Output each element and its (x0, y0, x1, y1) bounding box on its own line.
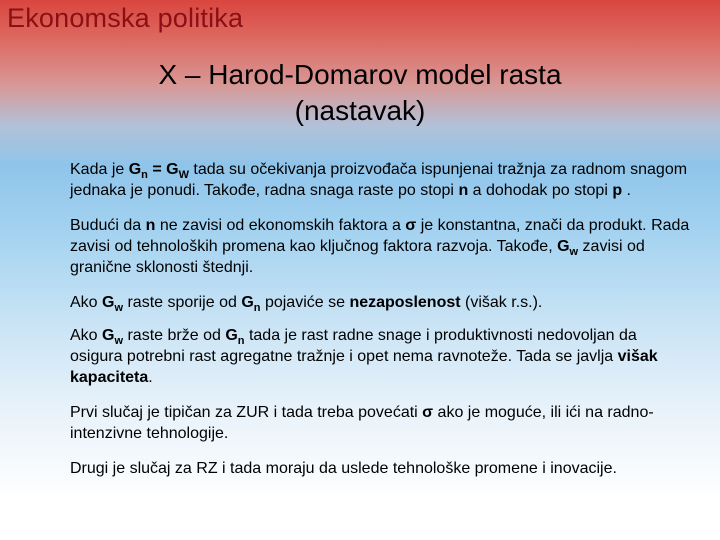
text: Kada je (70, 161, 129, 178)
w-subscript: w (114, 335, 124, 347)
text: ne zavisi od ekonomskih faktora a (155, 217, 406, 234)
excess-capacity-term: višak kapaciteta (70, 348, 658, 386)
text: tada je rast radne snage i produktivnosti nedovoljan da osigura potrebni rast agregatne tražnje i opet nema ravnoteže. Tada se javlja (70, 327, 637, 365)
g-symbol: G (225, 327, 238, 344)
w-subscript: w (569, 246, 579, 258)
text: . (148, 369, 153, 386)
unemployment-term: nezaposlenost (349, 294, 461, 311)
g-symbol: G (166, 161, 179, 178)
text: tada su očekivanja proizvođača ispunjenai tražnja za radnom snagom jednaka je ponudi. Takođe, radna snaga raste po stopi (70, 161, 688, 199)
p-symbol: p (612, 182, 623, 199)
paragraph-technology (70, 215, 690, 278)
n-symbol: n (145, 217, 156, 234)
slide-title-line2: (nastavak) (294, 95, 426, 126)
w-subscript: W (178, 169, 189, 181)
paragraph-equilibrium (70, 159, 690, 201)
g-symbol: G (557, 238, 570, 255)
text: a dohodak po stopi (468, 182, 613, 199)
g-symbol: G (241, 294, 254, 311)
text: ako je moguće, ili ići na radno-intenzivne tehnologije. (70, 404, 654, 442)
slide-title (40, 57, 680, 129)
text: raste sporije od (123, 294, 242, 311)
text: raste brže od (123, 327, 226, 344)
text: zavisi od granične sklonosti štednji. (70, 238, 645, 276)
text: Drugi je slučaj za RZ i tada moraju da uslede tehnološke promene i inovacije. (70, 460, 617, 477)
n-subscript: n (253, 302, 261, 314)
paragraph-second-case (70, 458, 690, 479)
w-subscript: w (114, 302, 124, 314)
n-symbol: n (458, 182, 469, 199)
text: Prvi slučaj je tipičan za ZUR i tada treba povećati (70, 404, 423, 421)
slide-title-line1: X – Harod-Domarov model rasta (158, 59, 562, 90)
sigma-symbol: σ (422, 404, 434, 421)
g-symbol: G (102, 294, 115, 311)
text: (višak r.s.). (460, 294, 543, 311)
text: . (622, 182, 631, 199)
g-symbol: G (128, 161, 142, 178)
n-subscript: n (237, 335, 245, 347)
slide-header: Ekonomska politika (7, 3, 244, 33)
sigma-symbol: σ (405, 217, 417, 234)
paragraph-first-case (70, 402, 690, 444)
paragraph-excess-capacity (70, 325, 690, 388)
paragraph-unemployment (70, 292, 690, 313)
g-symbol: G (102, 327, 115, 344)
text: Ako (70, 327, 103, 344)
n-subscript: n (141, 169, 148, 181)
text: Budući da (70, 217, 146, 234)
text: pojaviće se (260, 294, 350, 311)
equals-sign: = (147, 161, 167, 178)
text: Ako (70, 294, 103, 311)
slide-body (70, 159, 690, 493)
text: je konstantna, znači da produkt. Rada zavisi od tehnoloških promena kao ključnog faktora razvoja. Takođe, (70, 217, 690, 255)
